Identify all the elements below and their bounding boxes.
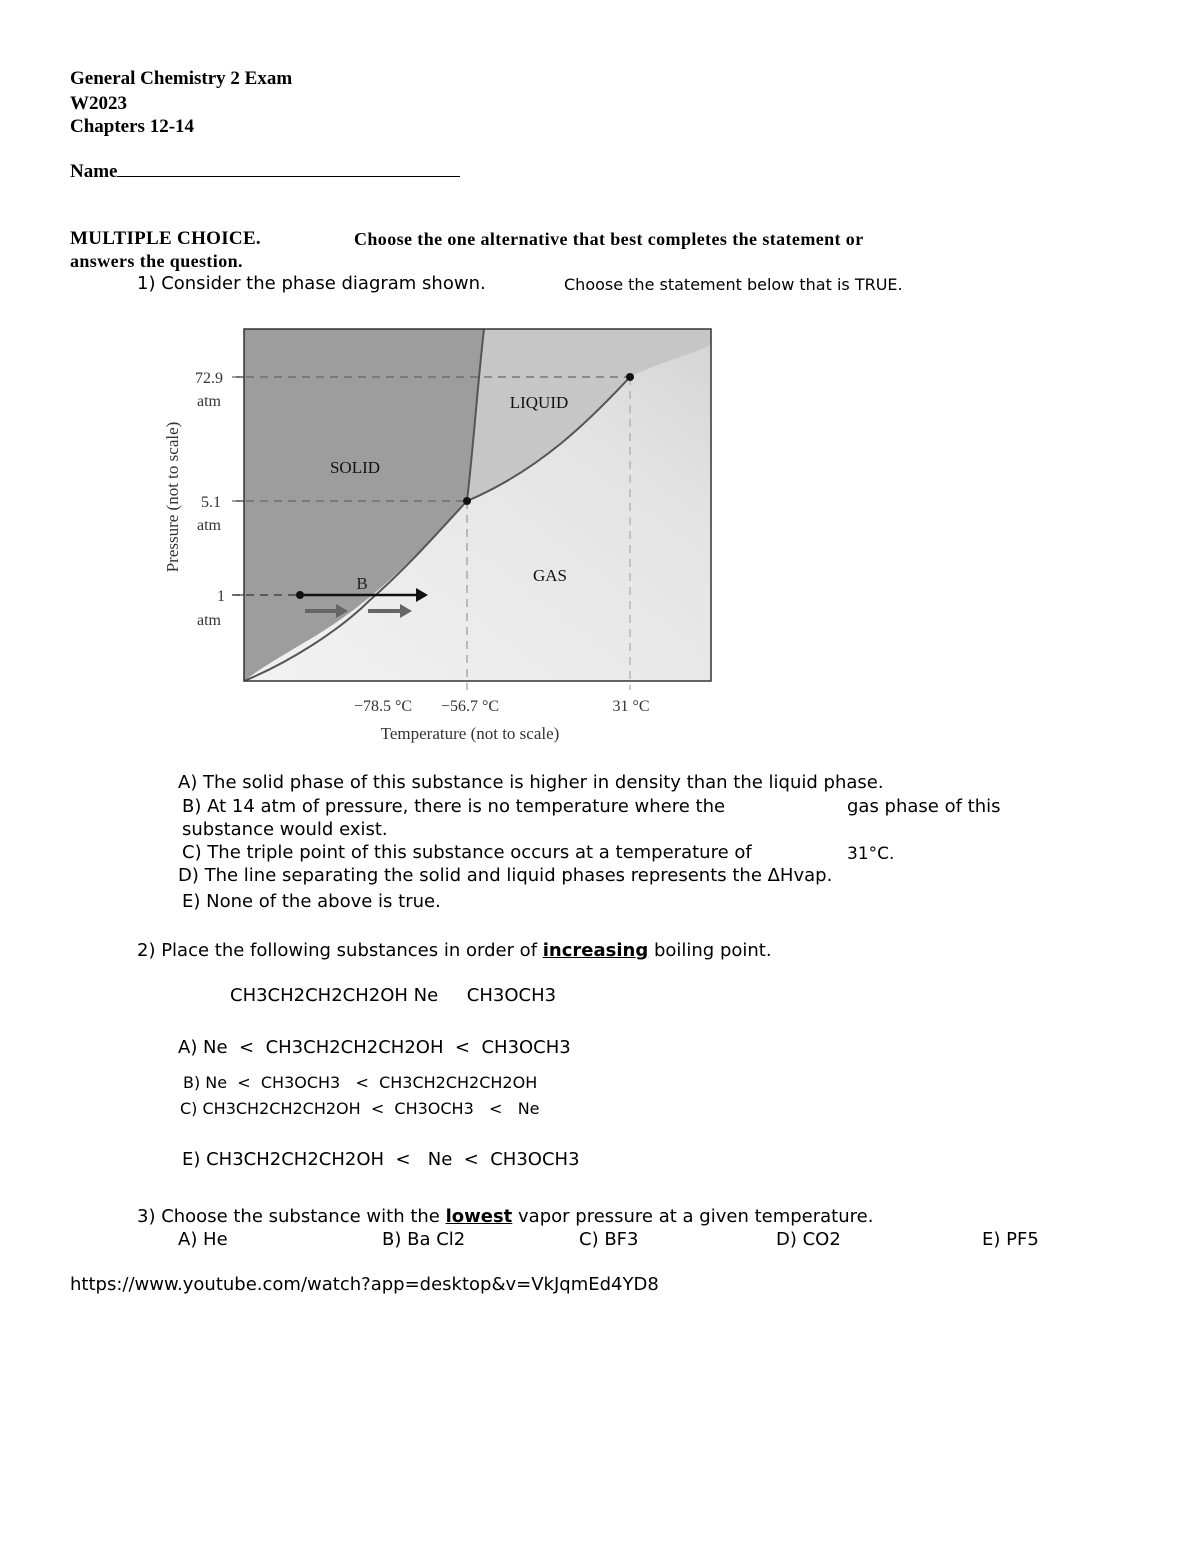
q1-option-b-part2[interactable]: gas phase of this: [847, 796, 1001, 817]
section-title: MULTIPLE CHOICE.: [70, 228, 261, 249]
x-tick-neg56-7: −56.7 °C: [440, 698, 500, 715]
q2-prompt: 2) Place the following substances in order of increasing boiling point.: [137, 940, 772, 961]
q3-prompt: 3) Choose the substance with the lowest vapor pressure at a given temperature.: [137, 1206, 874, 1227]
q1-option-c-part1[interactable]: C) The triple point of this substance occurs at a temperature of: [182, 842, 752, 863]
y-axis-label: Pressure (not to scale): [163, 421, 182, 573]
instructions-line2: answers the question.: [70, 251, 243, 271]
q2-option-e[interactable]: E) CH3CH2CH2CH2OH < Ne < CH3OCH3: [182, 1149, 580, 1170]
exam-chapters: Chapters 12-14: [70, 116, 195, 137]
q3-keyword: lowest: [445, 1206, 513, 1227]
q1-prompt-2: Choose the statement below that is TRUE.: [564, 275, 903, 294]
q3-option-b[interactable]: B) Ba Cl2: [382, 1229, 466, 1250]
q1-option-b-part1[interactable]: B) At 14 atm of pressure, there is no temperature where the: [182, 796, 726, 817]
region-label-gas: GAS: [532, 566, 568, 585]
exam-title: General Chemistry 2 Exam: [70, 68, 293, 89]
y-tick-5-1: 5.1: [201, 494, 221, 511]
q3-option-d[interactable]: D) CO2: [776, 1229, 841, 1250]
phase-diagram: [155, 320, 725, 750]
q1-option-a[interactable]: A) The solid phase of this substance is higher in density than the liquid phase.: [178, 772, 884, 793]
x-tick-31: 31 °C: [612, 698, 650, 715]
y-tick-72-9: 72.9: [195, 370, 223, 387]
y-tick-1-unit: atm: [197, 612, 221, 629]
q2-option-a[interactable]: A) Ne < CH3CH2CH2CH2OH < CH3OCH3: [178, 1037, 571, 1058]
q2-option-b[interactable]: B) Ne < CH3OCH3 < CH3CH2CH2CH2OH: [183, 1073, 538, 1092]
region-label-liquid: LIQUID: [509, 393, 569, 412]
q3-option-a[interactable]: A) He: [178, 1229, 228, 1250]
q2-keyword: increasing: [542, 940, 649, 961]
q1-option-d[interactable]: D) The line separating the solid and liquid phases represents the ΔHvap.: [178, 865, 833, 886]
x-tick-neg78-5: −78.5 °C: [353, 698, 413, 715]
exam-term: W2023: [70, 93, 127, 114]
q1-prompt: 1) Consider the phase diagram shown.: [137, 273, 486, 294]
critical-point: [626, 373, 634, 381]
q1-option-e[interactable]: E) None of the above is true.: [182, 891, 441, 912]
q1-option-b-part3[interactable]: substance would exist.: [182, 819, 388, 840]
youtube-link[interactable]: https://www.youtube.com/watch?app=desktop&v=VkJqmEd4YD8: [70, 1274, 659, 1295]
y-tick-72-9-unit: atm: [197, 393, 221, 410]
name-label: Name: [70, 161, 118, 182]
instructions-line1: Choose the one alternative that best completes the statement or: [354, 229, 864, 249]
q3-option-e[interactable]: E) PF5: [982, 1229, 1039, 1250]
y-tick-5-1-unit: atm: [197, 517, 221, 534]
q2-substances: CH3CH2CH2CH2OH Ne CH3OCH3: [230, 985, 557, 1006]
region-label-solid: SOLID: [329, 458, 381, 477]
x-axis-label: Temperature (not to scale): [380, 724, 560, 743]
q2-option-c[interactable]: C) CH3CH2CH2CH2OH < CH3OCH3 < Ne: [180, 1099, 540, 1118]
name-blank[interactable]: [117, 160, 460, 177]
annotation-b: B: [356, 574, 368, 593]
q3-option-c[interactable]: C) BF3: [579, 1229, 639, 1250]
triple-point: [463, 497, 471, 505]
name-field[interactable]: [70, 160, 460, 183]
y-tick-1: 1: [217, 588, 225, 605]
q1-option-c-part2[interactable]: 31°C.: [847, 844, 895, 864]
